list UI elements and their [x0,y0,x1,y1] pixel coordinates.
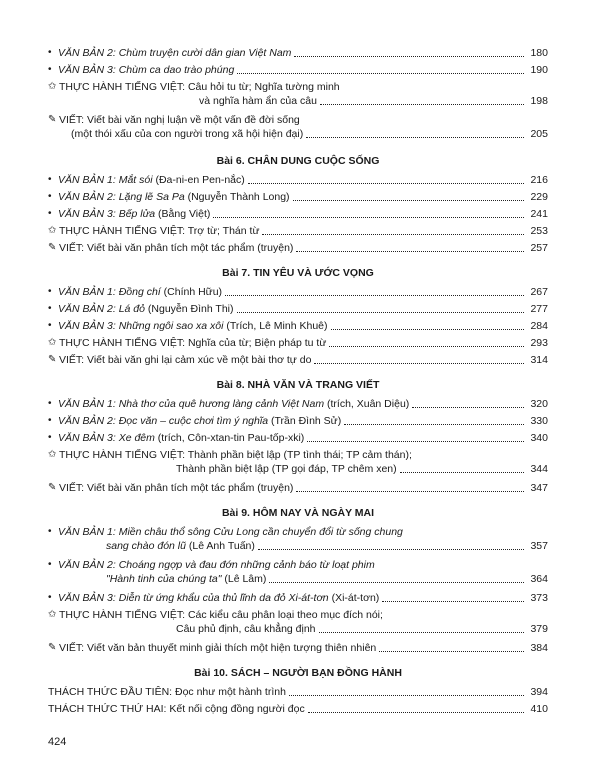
page-ref: 384 [530,642,548,654]
toc-entry [48,608,548,622]
page-ref: 357 [530,540,548,552]
toc-entry [48,702,548,716]
star-icon: ✩ [48,609,57,620]
leader-dots [320,104,524,105]
entry-line [58,63,548,77]
entry-text [59,481,293,495]
entry-line [58,302,548,316]
entry-rest: VIẾT: Viết bài văn ghi lại cảm xúc về một bài thơ tự do [59,354,312,366]
entry-text [58,397,409,411]
entry-title: Những ngôi sao xa xôi [118,320,224,332]
entry-line [59,80,548,94]
entry-line [59,241,548,255]
entry-text [59,94,317,108]
spacer [48,141,548,146]
spacer [48,655,548,658]
section-heading: Bài 10. SÁCH – NGƯỜI BẠN ĐỒNG HÀNH [194,667,402,679]
leader-dots [293,200,524,201]
entry-title: Miền châu thổ sông Cửu Long cần chuyển đổi từ sống chung [118,526,403,538]
entry-text [59,462,397,476]
page-ref: 410 [530,703,548,715]
toc-entry [48,173,548,187]
entry-label: VĂN BẢN 2: [58,191,116,203]
entry-line [58,414,548,428]
entry-text [58,63,234,77]
entry-line [58,319,548,333]
entry-line [58,539,548,553]
entry-text [58,572,266,586]
toc-entry [48,302,548,316]
page-ref: 293 [530,337,548,349]
toc-entry [48,431,548,445]
entry-text [59,113,300,127]
toc-entry [48,319,548,333]
entry-rest: THÁCH THỨC THỨ HAI: Kết nối cộng đồng người đọc [48,703,305,715]
toc-entry [48,285,548,299]
entry-line [58,46,548,60]
entry-line [58,558,548,572]
pen-icon: ✎ [48,642,57,653]
section-heading: Bài 9. HÔM NAY VÀ NGÀY MAI [221,507,375,519]
entry-text [58,525,403,539]
entry-line [59,113,548,127]
leader-dots [314,363,524,364]
bullet-icon: • [48,592,52,603]
entry-text [59,224,259,238]
entry-text [58,207,210,221]
entry-text [58,558,375,572]
entry-text [48,702,305,716]
toc-entry-continued [48,94,548,108]
entry-line [59,622,548,636]
entry-label: VĂN BẢN 2: [58,415,116,427]
entry-title: Choáng ngợp và đau đớn những cảnh báo từ loạt phim [118,559,375,571]
bullet-icon: • [48,432,52,443]
toc-entry-continued [48,572,548,586]
bullet-icon: • [48,64,52,75]
entry-line [59,353,548,367]
page-ref: 364 [530,573,548,585]
toc-entry [48,353,548,367]
entry-rest: (Chính Hữu) [160,286,223,298]
page-ref: 229 [530,191,548,203]
page-ref: 253 [530,225,548,237]
entry-rest: (trích, Xuân Diệu) [324,398,410,410]
spacer [48,495,548,498]
entry-title: Đọc văn – cuộc chơi tìm ý nghĩa [118,415,269,427]
entry-text [59,80,340,94]
toc-entry [48,190,548,204]
pen-icon: ✎ [48,482,57,493]
leader-dots [237,73,524,74]
spacer [48,716,548,719]
entry-line [48,702,548,716]
entry-line [58,572,548,586]
bullet-icon: • [48,303,52,314]
leader-dots [237,312,525,313]
leader-dots [248,183,524,184]
entry-line [58,591,548,605]
entry-label: VĂN BẢN 3: [58,592,116,604]
page-ref: 216 [530,174,548,186]
toc-entry [48,481,548,495]
entry-text [58,46,291,60]
page-ref: 241 [530,208,548,220]
toc-entry [48,591,548,605]
entry-rest: (Trần Đình Sử) [268,415,342,427]
leader-dots [306,137,524,138]
page-ref: 180 [530,47,548,59]
entry-rest: THỰC HÀNH TIẾNG VIỆT: Trợ từ; Thán từ [59,225,260,237]
entry-rest: THÁCH THỨC ĐẦU TIÊN: Đọc như một hành trình [48,686,286,698]
page-ref: 314 [530,354,548,366]
entry-continuation: và nghĩa hàm ẩn của câu [199,95,317,107]
entry-rest: (trích, Côn-xtan-tin Pau-tốp-xki) [154,432,305,444]
toc-entry [48,113,548,127]
bullet-icon: • [48,398,52,409]
entry-text [59,336,326,350]
section-heading: Bài 8. NHÀ VĂN VÀ TRANG VIẾT [216,379,380,391]
entry-label: VĂN BẢN 3: [58,320,116,332]
spacer [48,255,548,258]
bullet-icon: • [48,526,52,537]
page-ref: 284 [530,320,548,332]
entry-rest: THỰC HÀNH TIẾNG VIỆT: Câu hỏi tu từ; Nghĩa tường minh [59,81,340,93]
bullet-icon: • [48,208,52,219]
leader-dots [412,407,524,408]
entry-title: Lá đỏ [118,303,145,315]
entry-line [58,397,548,411]
page-ref: 373 [530,592,548,604]
bullet-icon: • [48,559,52,570]
entry-rest: VIẾT: Viết bài văn phân tích một tác phẩm (truyện) [59,482,294,494]
entry-title: Chùm ca dao trào phúng [118,64,235,76]
toc-entry [48,525,548,539]
page-ref: 267 [530,286,548,298]
leader-dots [400,472,524,473]
page-ref: 205 [530,128,548,140]
page-ref: 320 [530,398,548,410]
entry-text [58,319,328,333]
spacer [48,367,548,370]
entry-line [59,127,548,141]
pen-icon: ✎ [48,354,57,365]
entry-title: Lặng lẽ Sa Pa [118,191,185,203]
entry-rest: (Đa-ni-en Pen-nắc) [152,174,245,186]
leader-dots [269,582,524,583]
leader-dots [258,549,524,550]
entry-title: Xe đêm [118,432,155,444]
entry-line [58,207,548,221]
entry-label: VĂN BẢN 3: [58,64,116,76]
entry-line [59,224,548,238]
page-ref: 344 [530,463,548,475]
bullet-icon: • [48,174,52,185]
star-icon: ✩ [48,449,57,460]
page-ref: 379 [530,623,548,635]
entry-text [58,173,245,187]
page-ref: 330 [530,415,548,427]
entry-label: VĂN BẢN 2: [58,47,116,59]
entry-rest: THỰC HÀNH TIẾNG VIỆT: Nghĩa của từ; Biện pháp tu từ [59,337,327,349]
entry-title-continuation: sang chào đón lũ [106,540,186,552]
entry-text [58,414,341,428]
entry-line [58,525,548,539]
entry-text [59,241,293,255]
entry-text [59,641,376,655]
toc-entry [48,397,548,411]
toc-entry [48,414,548,428]
entry-text [59,608,383,622]
leader-dots [213,217,524,218]
toc-entry [48,46,548,60]
entry-title: Bếp lửa [118,208,156,220]
toc-entry-continued [48,622,548,636]
entry-line [59,94,548,108]
leader-dots [225,295,524,296]
page-ref: 257 [530,242,548,254]
bullet-icon: • [48,415,52,426]
toc-entry [48,558,548,572]
leader-dots [329,346,524,347]
page-number: 424 [48,736,67,748]
leader-dots [382,601,524,602]
entry-rest: VIẾT: Viết bài văn phân tích một tác phẩm (truyện) [59,242,294,254]
table-of-contents [48,46,548,719]
entry-title: Diễn từ ứng khẩu của thủ lĩnh da đỏ Xi-át-tơn [118,592,329,604]
pen-icon: ✎ [48,242,57,253]
entry-rest: VIẾT: Viết văn bản thuyết minh giải thích một hiện tượng thiên nhiên [59,642,377,654]
entry-rest: (Lê Lâm) [221,573,267,585]
entry-rest: (Lê Anh Tuấn) [185,540,255,552]
entry-label: VĂN BẢN 2: [58,303,116,315]
entry-text [58,591,379,605]
entry-line [48,685,548,699]
toc-entry-continued [48,127,548,141]
entry-label: VĂN BẢN 1: [58,174,116,186]
entry-title: Đồng chí [118,286,161,298]
leader-dots [307,441,524,442]
entry-label: VĂN BẢN 3: [58,432,116,444]
entry-title: Chùm truyện cười dân gian Việt Nam [118,47,292,59]
entry-text [48,685,286,699]
leader-dots [289,695,524,696]
entry-text [58,285,222,299]
entry-line [59,641,548,655]
entry-label: VĂN BẢN 1: [58,286,116,298]
entry-label: VĂN BẢN 1: [58,398,116,410]
leader-dots [379,651,524,652]
section-heading: Bài 7. TIN YÊU VÀ ƯỚC VỌNG [222,267,374,279]
bullet-icon: • [48,320,52,331]
entry-line [58,431,548,445]
page-ref: 198 [530,95,548,107]
section-heading: Bài 6. CHÂN DUNG CUỘC SỐNG [216,155,380,167]
toc-entry [48,207,548,221]
entry-line [59,448,548,462]
toc-entry [48,336,548,350]
leader-dots [331,329,525,330]
toc-entry [48,685,548,699]
entry-text [59,448,412,462]
entry-line [58,190,548,204]
toc-entry [48,63,548,77]
entry-text [59,127,303,141]
bullet-icon: • [48,191,52,202]
entry-text [58,302,234,316]
page-ref: 347 [530,482,548,494]
entry-title: Nhà thơ của quê hương làng cảnh Việt Nam [118,398,325,410]
entry-line [58,173,548,187]
entry-text [58,190,290,204]
entry-line [59,336,548,350]
entry-title: Mắt sói [118,174,153,186]
leader-dots [296,251,524,252]
entry-line [58,285,548,299]
entry-rest: (Nguyễn Thành Long) [184,191,290,203]
leader-dots [262,234,524,235]
bullet-icon: • [48,47,52,58]
entry-rest: THỰC HÀNH TIẾNG VIỆT: Thành phần biệt lập (TP tình thái; TP cảm thán); [59,449,412,461]
page-ref: 277 [530,303,548,315]
pen-icon: ✎ [48,114,57,125]
entry-title-continuation: "Hành tinh của chúng ta" [106,573,222,585]
entry-line [59,462,548,476]
toc-entry [48,448,548,462]
bullet-icon: • [48,286,52,297]
entry-label: VĂN BẢN 3: [58,208,116,220]
toc-entry-continued [48,539,548,553]
leader-dots [319,632,524,633]
page-ref: 340 [530,432,548,444]
toc-entry [48,80,548,94]
entry-text [59,622,316,636]
star-icon: ✩ [48,225,57,236]
entry-rest: VIẾT: Viết bài văn nghị luận về một vấn đề đời sống [59,114,300,126]
entry-continuation: (một thói xấu của con người trong xã hội hiện đại) [71,128,304,140]
entry-line [59,608,548,622]
entry-label: VĂN BẢN 2: [58,559,116,571]
page-ref: 190 [530,64,548,76]
toc-entry-continued [48,462,548,476]
toc-entry [48,224,548,238]
entry-label: VĂN BẢN 1: [58,526,116,538]
entry-text [59,353,311,367]
page-ref: 394 [530,686,548,698]
entry-continuation: Thành phần biệt lập (TP gọi đáp, TP chêm xen) [176,463,397,475]
entry-rest: (Xi-át-tơn) [328,592,380,604]
entry-rest: (Nguyễn Đình Thi) [144,303,234,315]
entry-rest: THỰC HÀNH TIẾNG VIỆT: Các kiểu câu phân loại theo mục đích nói; [59,609,383,621]
leader-dots [344,424,524,425]
entry-text [58,539,255,553]
entry-continuation: Câu phủ định, câu khẳng định [176,623,316,635]
entry-text [58,431,304,445]
star-icon: ✩ [48,81,57,92]
entry-rest: (Trích, Lê Minh Khuê) [223,320,328,332]
leader-dots [296,491,524,492]
entry-line [59,481,548,495]
toc-entry [48,641,548,655]
entry-rest: (Bằng Việt) [155,208,211,220]
star-icon: ✩ [48,337,57,348]
toc-entry [48,241,548,255]
leader-dots [308,712,524,713]
leader-dots [294,56,524,57]
